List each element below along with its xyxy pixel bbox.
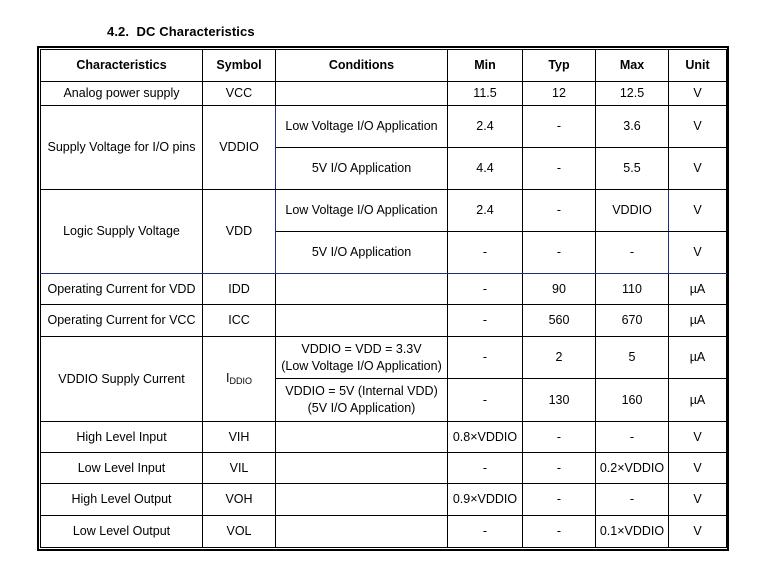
cell-min: 2.4 [448,190,523,232]
cell-max: 3.6 [596,106,669,148]
cell-characteristic: Operating Current for VDD [41,274,203,305]
cell-min: 11.5 [448,82,523,106]
cell-max: 0.1×VDDIO [596,516,669,548]
table-row [41,305,727,337]
cell-min: - [448,453,523,484]
header-min: Min [448,50,523,82]
condition-line: (5V I/O Application) [307,401,416,415]
cell-symbol: VDD [203,190,276,274]
cell-typ: - [523,484,596,516]
cell-unit: µA [669,337,727,379]
header-characteristics: Characteristics [41,50,203,82]
cell-unit: µA [669,305,727,337]
header-row [41,50,727,82]
cell-symbol: VIL [203,453,276,484]
cell-characteristic: VDDIO Supply Current [41,337,203,422]
cell-conditions [276,82,448,106]
cell-symbol [203,337,276,422]
cell-symbol: VOH [203,484,276,516]
cell-characteristic: Low Level Output [41,516,203,548]
cell-min: - [448,232,523,274]
cell-min: 2.4 [448,106,523,148]
cell-symbol: VIH [203,422,276,453]
cell-max: - [596,484,669,516]
table-row [41,422,727,453]
table-row [41,453,727,484]
symbol-main: I [226,371,230,386]
cell-unit: V [669,190,727,232]
cell-max: 5.5 [596,148,669,190]
cell-conditions [276,379,448,422]
cell-unit: V [669,484,727,516]
cell-max: 110 [596,274,669,305]
cell-max: 5 [596,337,669,379]
symbol-subscript: DDIO [229,376,252,387]
cell-unit: V [669,232,727,274]
cell-conditions: Low Voltage I/O Application [276,190,448,232]
cell-symbol: IDD [203,274,276,305]
cell-max: 12.5 [596,82,669,106]
cell-conditions [276,305,448,337]
table-row [41,82,727,106]
cell-conditions: 5V I/O Application [276,232,448,274]
cell-unit: V [669,422,727,453]
cell-characteristic: Operating Current for VCC [41,305,203,337]
cell-unit: V [669,148,727,190]
cell-typ: - [523,106,596,148]
cell-conditions [276,453,448,484]
cell-symbol: VCC [203,82,276,106]
cell-symbol: VDDIO [203,106,276,190]
table-row [41,274,727,305]
cell-typ: - [523,516,596,548]
cell-conditions [276,274,448,305]
cell-unit: µA [669,274,727,305]
cell-min: - [448,337,523,379]
table-row [41,484,727,516]
cell-typ: - [523,232,596,274]
cell-unit: µA [669,379,727,422]
cell-typ: 560 [523,305,596,337]
cell-characteristic: High Level Output [41,484,203,516]
cell-max: 160 [596,379,669,422]
header-typ: Typ [523,50,596,82]
cell-max: - [596,232,669,274]
cell-characteristic: High Level Input [41,422,203,453]
cell-conditions: Low Voltage I/O Application [276,106,448,148]
table-row [41,106,727,148]
table-row [41,337,727,379]
condition-line: VDDIO = 5V (Internal VDD) [285,384,438,399]
cell-unit: V [669,453,727,484]
cell-min: - [448,274,523,305]
cell-characteristic: Analog power supply [41,82,203,106]
cell-min: - [448,516,523,548]
cell-typ: 90 [523,274,596,305]
cell-typ: 12 [523,82,596,106]
section-heading [107,24,255,39]
cell-max: - [596,422,669,453]
cell-conditions [276,516,448,548]
cell-typ: - [523,148,596,190]
cell-characteristic: Supply Voltage for I/O pins [41,106,203,190]
header-unit: Unit [669,50,727,82]
cell-max: 670 [596,305,669,337]
cell-unit: V [669,516,727,548]
cell-symbol: VOL [203,516,276,548]
cell-conditions [276,422,448,453]
cell-min: - [448,305,523,337]
cell-typ: 2 [523,337,596,379]
cell-conditions [276,337,448,379]
condition-line: (Low Voltage I/O Application) [281,358,442,373]
cell-characteristic: Low Level Input [41,453,203,484]
cell-unit: V [669,82,727,106]
section-title: DC Characteristics [136,24,255,39]
cell-unit: V [669,106,727,148]
header-symbol: Symbol [203,50,276,82]
cell-conditions: 5V I/O Application [276,148,448,190]
cell-symbol: ICC [203,305,276,337]
cell-max: VDDIO [596,190,669,232]
section-number: 4.2. [107,24,130,39]
cell-conditions [276,484,448,516]
cell-typ: - [523,422,596,453]
table-row [41,190,727,232]
cell-typ: 130 [523,379,596,422]
table-row [41,516,727,548]
cell-min: - [448,379,523,422]
header-max: Max [596,50,669,82]
condition-line: VDDIO = VDD = 3.3V [301,341,422,356]
cell-min: 0.8×VDDIO [448,422,523,453]
cell-max: 0.2×VDDIO [596,453,669,484]
cell-typ: - [523,190,596,232]
cell-characteristic: Logic Supply Voltage [41,190,203,274]
cell-min: 4.4 [448,148,523,190]
header-conditions: Conditions [276,50,448,82]
cell-min: 0.9×VDDIO [448,484,523,516]
cell-typ: - [523,453,596,484]
dc-characteristics-table [40,49,727,548]
